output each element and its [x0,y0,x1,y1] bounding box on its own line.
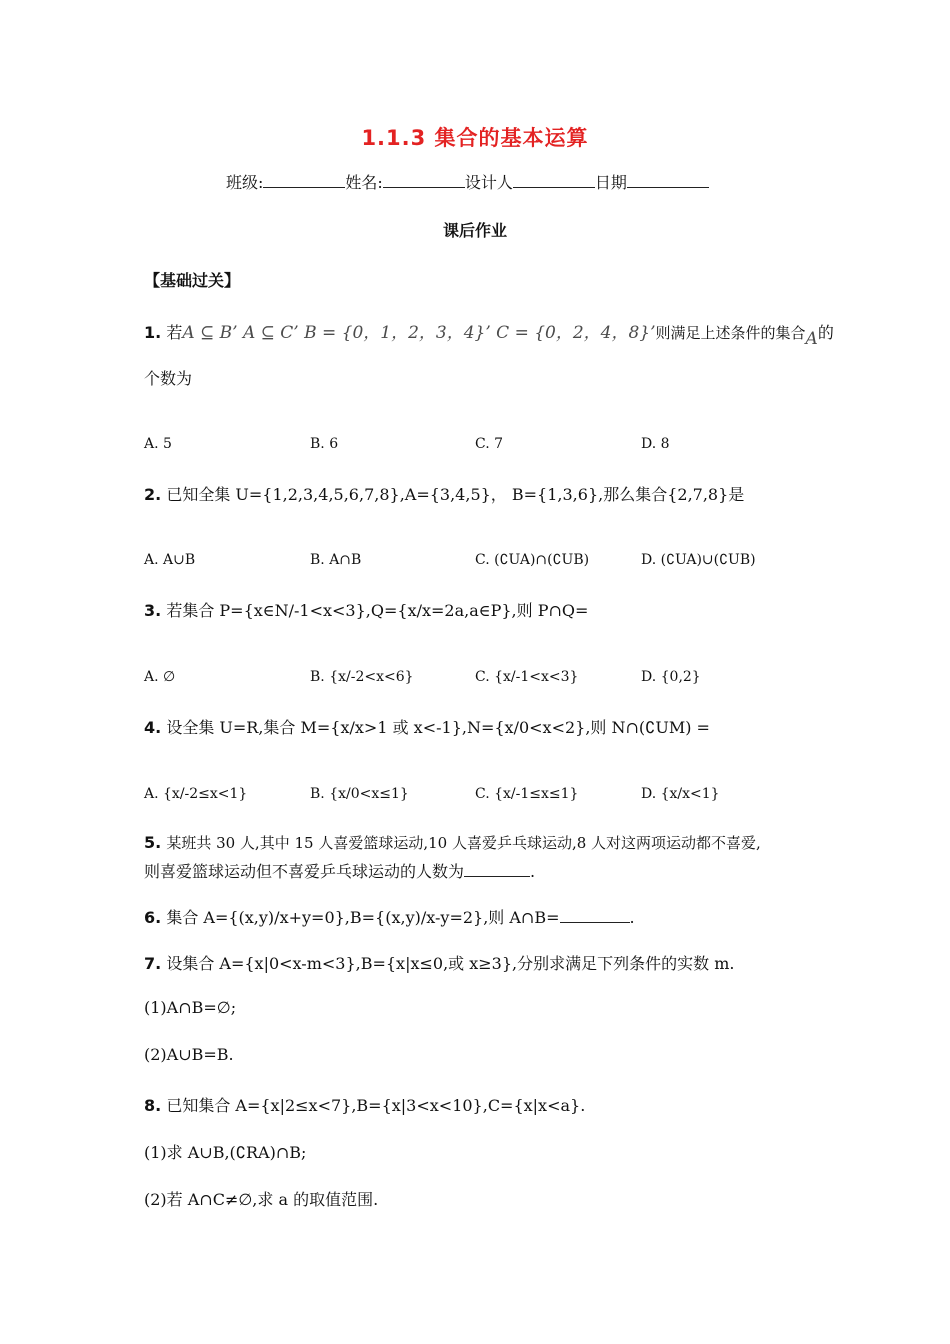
option-a[interactable]: A. 5 [144,436,172,452]
sub-question-2: (2)若 A∩C≠∅,求 a 的取值范围. [144,1190,379,1209]
question-text: 已知全集 U={1,2,3,4,5,6,7,8},A={3,4,5}， B={1,3,6},那么集合{2,7,8}是 [166,485,745,504]
question-5-line-2 [144,859,535,882]
question-text: . [629,908,635,927]
answer-blank[interactable] [560,910,630,923]
question-text-line: 个数为 [144,369,193,388]
question-text: 若 [166,323,183,342]
option-b[interactable]: B. 6 [310,436,339,452]
section-heading: 课后作业 [442,221,507,240]
page-title: 1.1.3 集合的基本运算 [361,126,589,150]
sub-question-1: (1)A∩B=∅; [144,998,237,1017]
question-number: 8. [144,1096,162,1115]
option-b[interactable]: B. A∩B [310,552,362,568]
question-text: . [530,862,536,881]
question-text: 的 [817,323,834,342]
option-c[interactable]: C. {x/-1<x<3} [475,669,579,685]
option-d[interactable]: D. 8 [641,436,670,452]
question-number: 6. [144,908,162,927]
question-text: 则满足上述条件的集合 [655,324,806,342]
question-number: 1. [144,323,162,342]
class-blank[interactable] [263,173,345,188]
question-8 [144,1093,585,1116]
question-7 [144,951,734,974]
question-number: 3. [144,601,162,620]
question-1 [144,318,834,349]
name-blank[interactable] [383,173,465,188]
option-c[interactable]: C. (∁UA)∩(∁UB) [475,552,590,568]
option-a[interactable]: A. A∪B [144,552,196,568]
question-6 [144,905,635,928]
date-blank[interactable] [627,173,709,188]
option-b[interactable]: B. {x/-2<x<6} [310,669,414,685]
class-label: 班级: [226,173,264,192]
answer-blank[interactable] [464,864,530,877]
question-text: 某班共 30 人,其中 15 人喜爱篮球运动,10 人喜爱乒乓球运动,8 人对这两项运动都不喜爱, [166,834,761,852]
question-number: 7. [144,954,162,973]
designer-label: 设计人 [464,173,513,192]
option-d[interactable]: D. {x/x<1} [641,786,720,802]
formula-variable: A [805,329,818,349]
question-3 [144,598,588,621]
question-text: 则喜爱篮球运动但不喜爱乒乓球运动的人数为 [144,862,465,881]
block-heading: 【基础过关】 [144,271,241,290]
question-number: 4. [144,718,162,737]
question-number: 5. [144,833,162,852]
option-c[interactable]: C. 7 [475,436,504,452]
option-a[interactable]: A. {x/-2≤x<1} [144,786,248,802]
option-d[interactable]: D. {0,2} [641,669,701,685]
question-text: 集合 A={(x,y)/x+y=0},B={(x,y)/x-y=2},则 A∩B= [166,908,560,927]
name-label: 姓名: [345,173,383,192]
question-4 [144,715,710,738]
question-5 [144,832,761,853]
option-c[interactable]: C. {x/-1≤x≤1} [475,786,579,802]
sub-question-1: (1)求 A∪B,(∁RA)∩B; [144,1143,307,1162]
option-d[interactable]: D. (∁UA)∪(∁UB) [641,552,756,568]
option-b[interactable]: B. {x/0<x≤1} [310,786,409,802]
question-number: 2. [144,485,162,504]
question-text: 已知集合 A={x|2≤x<7},B={x|3<x<10},C={x|x<a}. [166,1096,586,1115]
designer-blank[interactable] [513,173,595,188]
question-text: 设全集 U=R,集合 M={x/x>1 或 x<-1},N={x/0<x<2},则 N∩(∁UM) = [166,718,710,737]
question-2 [144,482,744,505]
info-line [226,170,709,193]
question-text: 设集合 A={x|0<x-m<3},B={x|x≤0,或 x≥3},分别求满足下列条件的实数 m. [166,954,735,973]
sub-question-2: (2)A∪B=B. [144,1045,234,1064]
formula-image: A ⊆ B’ A ⊆ C’ B = {0，1，2，3，4}’ C = {0，2，4，8}’ [182,323,656,343]
option-a[interactable]: A. ∅ [144,669,176,685]
date-label: 日期 [594,173,627,192]
question-text: 若集合 P={x∈N/-1<x<3},Q={x/x=2a,a∈P},则 P∩Q= [166,601,589,620]
